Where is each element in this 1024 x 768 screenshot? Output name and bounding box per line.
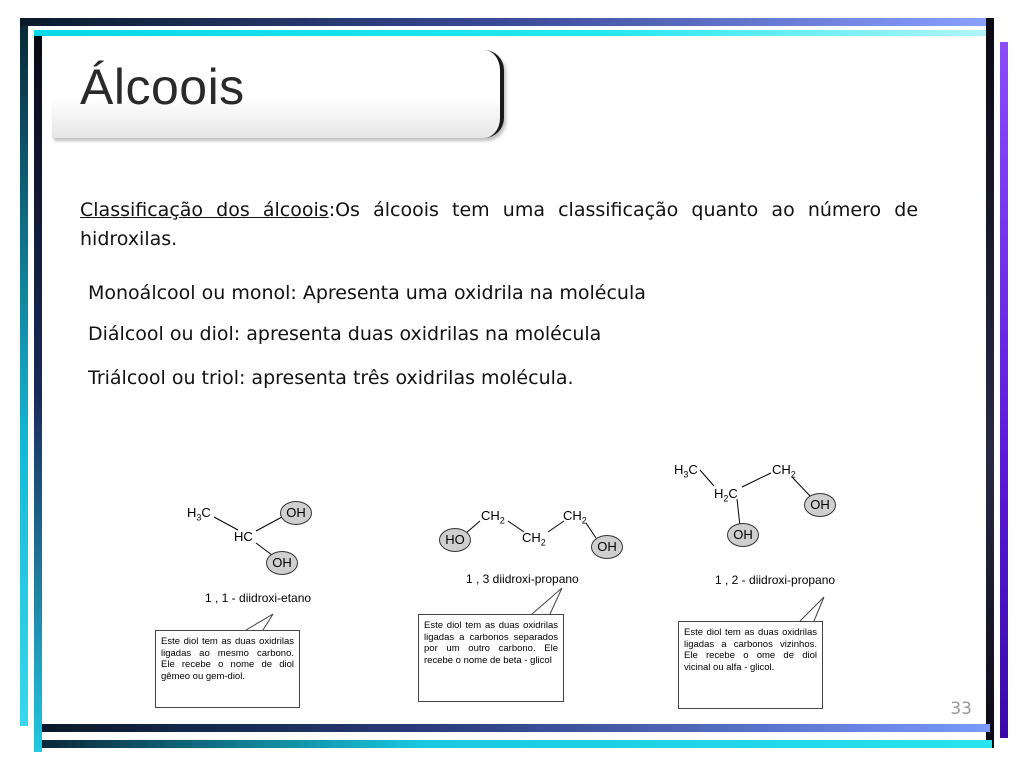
molecule-name: 1 , 1 - diidroxi-etano [205, 591, 312, 605]
ch2-group-label: $CH_2$ [481, 508, 505, 526]
intro-heading: Classificação dos álcoois [80, 199, 329, 221]
ch2-group-label: $CH_2$ [563, 508, 587, 526]
intro-text: :Os álcoois tem uma classificação quanto ao número de hidroxilas. [80, 199, 919, 250]
hydroxyl-circle: OH [727, 523, 759, 547]
ch2-group-label: $CH_2$ [772, 462, 796, 480]
hydroxyl-circle: OH [804, 493, 836, 517]
list-item-triol: Triálcool ou triol: apresenta três oxidrilas molécula. [88, 367, 574, 389]
ch2-group-label: $CH_2$ [522, 530, 546, 548]
list-item-diol: Diálcool ou diol: apresenta duas oxidrilas na molécula [88, 323, 602, 345]
hydroxyl-circle: OH [280, 501, 312, 525]
hydroxyl-circle: HO [439, 528, 471, 552]
hydroxyl-circle: OH [591, 535, 623, 559]
note-callout: Este diol tem as duas oxidrilas ligadas a carbonos vizinhos. Ele recebe o ome de diol vicinal ou alfa - glicol. [678, 621, 823, 709]
molecule-name: 1 , 2 - diidroxi-propano [715, 573, 836, 587]
methyl-group-label: $H_3C$ [674, 462, 698, 480]
note-callout: Este diol tem as duas oxidrilas ligadas ao mesmo carbono. Ele recebe o nome de diol gêmeo ou gem-diol. [155, 630, 300, 708]
h2c-group-label: $H_2C$ [714, 486, 738, 504]
page-title: Álcoois [80, 59, 245, 115]
hydroxyl-circle: OH [266, 551, 298, 575]
molecule-name: 1 , 3 diidroxi-propano [466, 572, 579, 586]
page-number: 33 [950, 699, 972, 719]
hc-group-label: HC [234, 529, 253, 544]
list-item-monol: Monoálcool ou monol: Apresenta uma oxidrila na molécula [88, 282, 646, 304]
methyl-group-label: $H_3C$ [187, 505, 211, 523]
note-callout: Este diol tem as duas oxidrilas ligadas a carbonos separados por um outro carbono. Ele recebe o nome de beta - glicol [418, 614, 564, 702]
